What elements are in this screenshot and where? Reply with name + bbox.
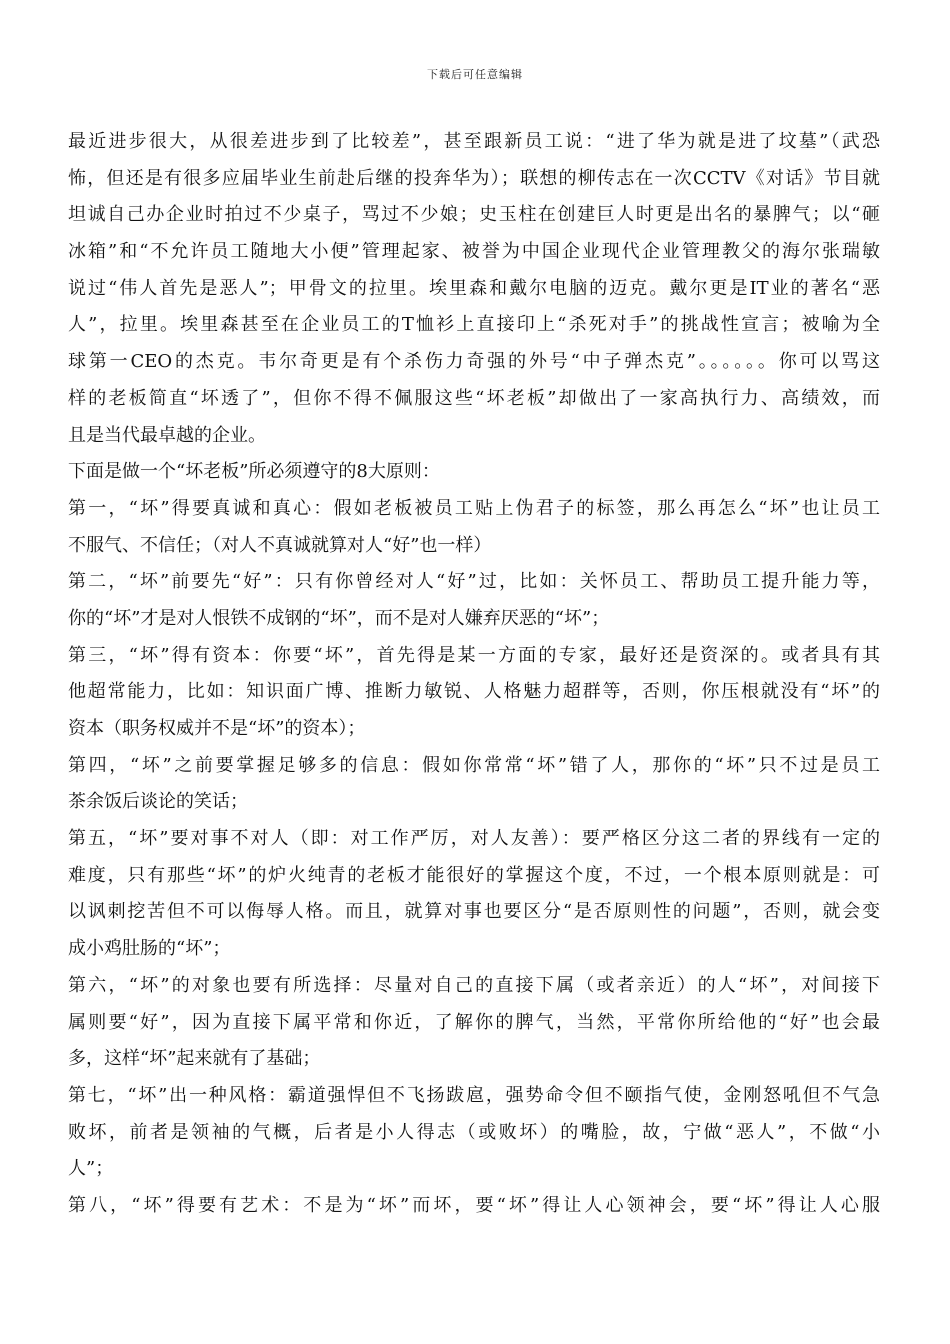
text-line: 说过“伟人首先是恶人”；甲骨文的拉里。埃里森和戴尔电脑的迈克。戴尔更是IT业的著名“恶 <box>68 277 880 299</box>
text-line: 且是当代最卓越的企业。 <box>68 424 266 446</box>
text-line: 第八，“坏”得要有艺术：不是为“坏”而坏，要“坏”得让人心领神会，要“坏”得让人心服 <box>68 1194 880 1216</box>
text-line: 第一，“坏”得要真诚和真心：假如老板被员工贴上伪君子的标签，那么再怎么“坏”也让员工 <box>68 497 880 519</box>
text-line: 第七，“坏”出一种风格：霸道强悍但不飞扬跋扈，强势命令但不颐指气使，金刚怒吼但不气急 <box>68 1084 880 1106</box>
text-line: 你的“坏”才是对人恨铁不成钢的“坏”，而不是对人嫌弃厌恶的“坏”； <box>68 607 610 629</box>
text-line: 人”，拉里。埃里森甚至在企业员工的T恤衫上直接印上“杀死对手”的挑战性宣言；被喻为全 <box>68 314 880 336</box>
text-line: 成小鸡肚肠的“坏”； <box>68 938 231 960</box>
text-line: 第三，“坏”得有资本：你要“坏”，首先得是某一方面的专家，最好还是资深的。或者具有其 <box>68 644 880 666</box>
text-line: 他超常能力，比如：知识面广博、推断力敏锐、人格魅力超群等，否则，你压根就没有“坏”的 <box>68 681 880 703</box>
text-line: 人”； <box>68 1158 114 1180</box>
text-line: 最近进步很大，从很差进步到了比较差”，甚至跟新员工说：“进了华为就是进了坟墓”（武恐 <box>68 131 880 152</box>
text-line: 多，这样“坏”起来就有了基础； <box>68 1048 321 1070</box>
text-line: 第四，“坏”之前要掌握足够多的信息：假如你常常“坏”错了人，那你的“坏”只不过是员工 <box>68 754 880 776</box>
text-line: 样的老板简直“坏透了”，但你不得不佩服这些“坏老板”却做出了一家高执行力、高绩效，而 <box>68 387 880 409</box>
text-line: 以讽刺挖苦但不可以侮辱人格。而且，就算对事也要区分“是否原则性的问题”，否则，就会变 <box>68 901 880 923</box>
text-line: 第五，“坏”要对事不对人（即：对工作严厉，对人友善）：要严格区分这二者的界线有一定的 <box>68 828 880 850</box>
text-line: 难度，只有那些“坏”的炉火纯青的老板才能很好的掌握这个度，不过，一个根本原则就是：可 <box>68 864 880 886</box>
text-line: 第二，“坏”前要先“好”：只有你曾经对人“好”过，比如：关怀员工、帮助员工提升能力等， <box>68 571 880 593</box>
text-line: 资本（职务权威并不是“坏”的资本）； <box>68 718 366 739</box>
text-line: 冰箱”和“不允许员工随地大小便”管理起家、被誉为中国企业现代企业管理教父的海尔张瑞敏 <box>68 241 880 263</box>
text-line: 怖，但还是有很多应届毕业生前赴后继的投奔华为）；联想的柳传志在一次CCTV《对话》节目就 <box>68 167 880 189</box>
text-line: 第六，“坏”的对象也要有所选择：尽量对自己的直接下属（或者亲近）的人“坏”，对间接下 <box>68 974 880 996</box>
page-header: 下载后可任意编辑 <box>427 68 523 81</box>
text-line: 败坏，前者是领袖的气概，后者是小人得志（或败坏）的嘴脸，故，宁做“恶人”，不做“小 <box>68 1121 880 1143</box>
document-body <box>68 124 880 1225</box>
text-line: 不服气、不信任；（对人不真诚就算对人“好”也一样） <box>68 534 492 556</box>
text-line: 下面是做一个“坏老板”所必须遵守的8大原则： <box>68 461 440 483</box>
text-line: 坦诚自己办企业时拍过不少桌子，骂过不少娘；史玉柱在创建巨人时更是出名的暴脾气；以“砸 <box>68 204 880 226</box>
text-line: 属则要“好”，因为直接下属平常和你近，了解你的脾气，当然，平常你所给他的“好”也会最 <box>68 1011 880 1033</box>
text-line: 球第一CEO的杰克。韦尔奇更是有个杀伤力奇强的外号“中子弹杰克”。。。。。。你可以骂这 <box>68 351 880 373</box>
text-line: 茶余饭后谈论的笑话； <box>68 791 248 813</box>
